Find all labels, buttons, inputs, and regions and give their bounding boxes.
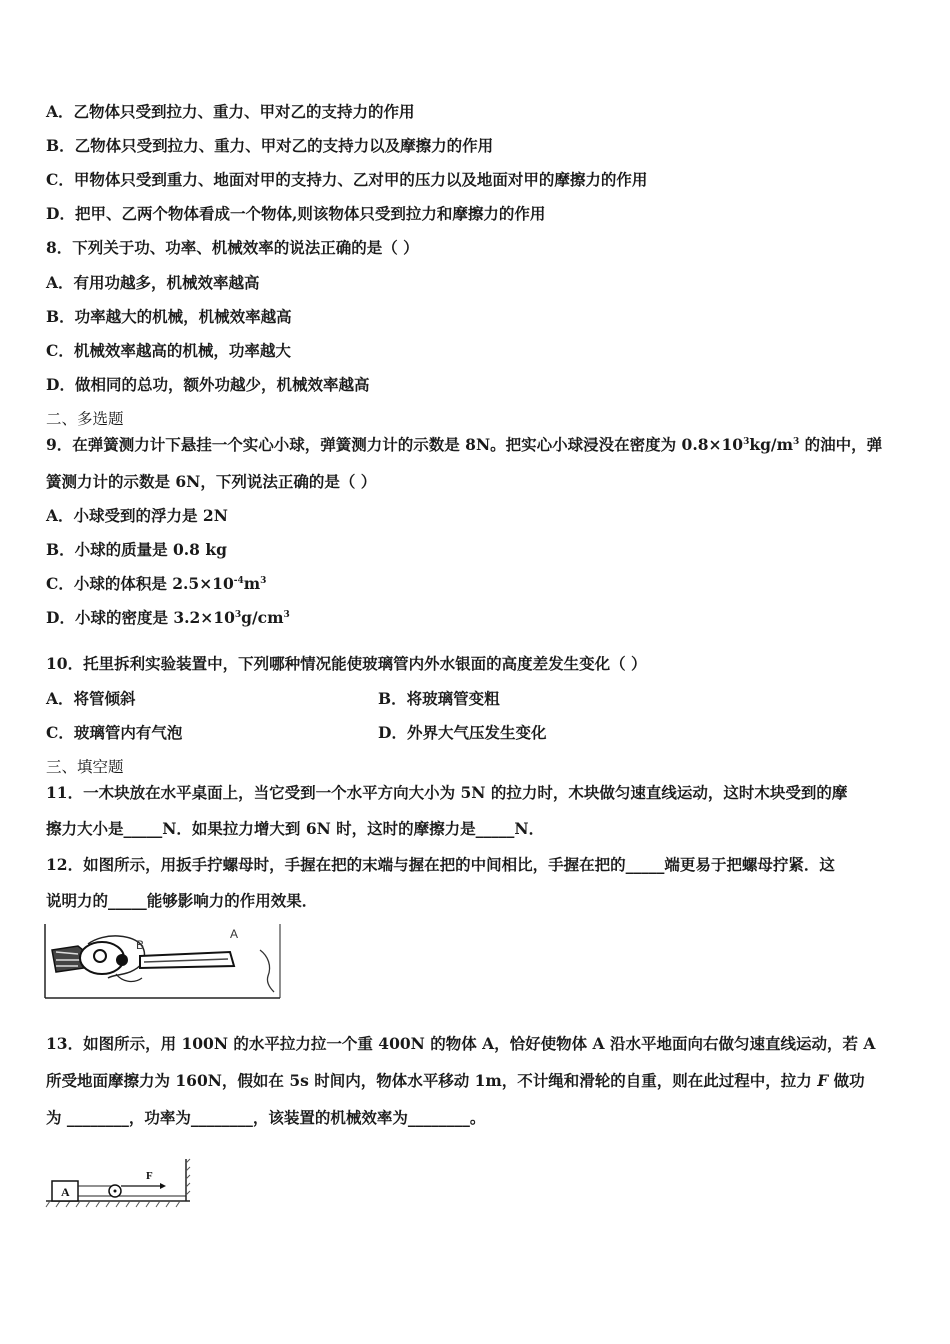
q10-option-d: D．外界大气压发生变化 (378, 723, 547, 742)
section-heading-multiple-choice: 二、多选题 (46, 410, 124, 428)
q7-option-d: D．把甲、乙两个物体看成一个物体,则该物体只受到拉力和摩擦力的作用 (46, 204, 546, 223)
force-label: F (146, 1170, 153, 1182)
q12-line1: 12．如图所示，用扳手拧螺母时，手握在把的末端与握在把的中间相比，手握在把的_____端更易于把螺母拧紧．这 (46, 855, 835, 874)
q13-line3: 为 ________，功率为________，该装置的机械效率为________。 (46, 1108, 486, 1127)
q7-option-a: A．乙物体只受到拉力、重力、甲对乙的支持力的作用 (46, 102, 415, 121)
q10-option-c: C．玻璃管内有气泡 (46, 723, 183, 742)
q8-option-d: D．做相同的总功，额外功越少，机械效率越高 (46, 375, 370, 394)
hand-squiggle-icon (260, 950, 274, 992)
q9-stem-line2: 簧测力计的示数是 6N，下列说法正确的是（ ） (46, 472, 377, 491)
label-b: B (136, 938, 145, 952)
q8-option-c: C．机械效率越高的机械，功率越大 (46, 341, 291, 360)
arrow-head-icon (160, 1183, 166, 1189)
pulley-figure (44, 1155, 194, 1217)
q11-line2: 擦力大小是_____N．如果拉力增大到 6N 时，这时的摩擦力是_____N． (46, 819, 545, 838)
q10-option-a: A．将管倾斜 (46, 689, 136, 708)
block-a-label: A (61, 1185, 70, 1199)
q13-line2: 所受地面摩擦力为 160N，假如在 5s 时间内，物体水平移动 1m，不计绳和滑轮的自重，则在此过程中，拉力 F 做功 (46, 1071, 865, 1090)
q10-stem: 10．托里拆利实验装置中，下列哪种情况能使玻璃管内外水银面的高度差发生变化（ ） (46, 654, 647, 673)
q10-option-b: B．将玻璃管变粗 (378, 689, 500, 708)
q9-option-c: C．小球的体积是 $2.5\times 10^{-4}m^3$ (46, 574, 267, 593)
label-a: A (230, 927, 239, 941)
wrench-figure (44, 922, 282, 1000)
q9-option-b: B．小球的质量是 0.8 kg (46, 540, 227, 559)
q9-option-a: A．小球受到的浮力是 2N (46, 506, 228, 525)
q7-option-c: C．甲物体只受到重力、地面对甲的支持力、乙对甲的压力以及地面对甲的摩擦力的作用 (46, 170, 648, 189)
section-heading-fill-blank: 三、填空题 (46, 758, 124, 776)
q8-stem: 8．下列关于功、功率、机械效率的说法正确的是（ ） (46, 238, 419, 257)
q13-line1: 13．如图所示，用 100N 的水平拉力拉一个重 400N 的物体 A，恰好使物体 A 沿水平地面向右做匀速直线运动，若 A (46, 1034, 876, 1053)
q9-option-d: D．小球的密度是 $3.2\times 10^3g/cm^3$ (46, 608, 290, 627)
q7-option-b: B．乙物体只受到拉力、重力、甲对乙的支持力以及摩擦力的作用 (46, 136, 494, 155)
q8-option-a: A．有用功越多，机械效率越高 (46, 273, 260, 292)
q9-stem-line1: 9．在弹簧测力计下悬挂一个实心小球，弹簧测力计的示数是 8N。把实心小球浸没在密度为 $0.8\times 10^3kg/m^3$ 的油中，弹 (46, 435, 883, 454)
q8-option-b: B．功率越大的机械，机械效率越高 (46, 307, 292, 326)
q12-line2: 说明力的_____能够影响力的作用效果． (46, 891, 318, 910)
q11-line1: 11．一木块放在水平桌面上，当它受到一个水平方向大小为 5N 的拉力时，木块做匀速直线运动，这时木块受到的摩 (46, 783, 848, 802)
